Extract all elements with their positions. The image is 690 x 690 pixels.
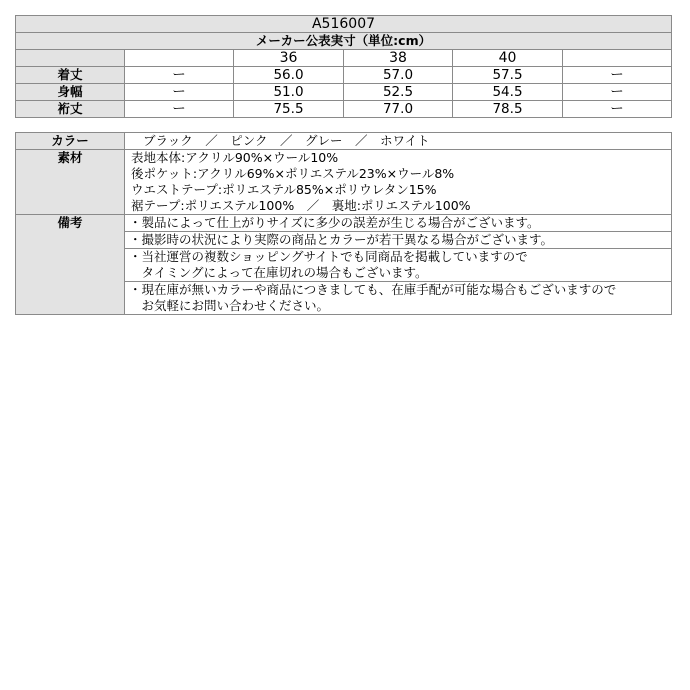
note-line: タイミングによって在庫切れの場合もございます。: [129, 265, 428, 280]
measurement-label: 裄丈: [16, 101, 125, 118]
measurement-value: ー: [125, 67, 234, 84]
notes-row: [16, 215, 672, 315]
material-line: 表地本体:アクリル90%×ウール10%: [131, 150, 339, 165]
material-row: [16, 150, 672, 215]
note-line: ・撮影時の状況により実際の商品とカラーが若干異なる場合がございます。: [129, 232, 554, 247]
size-header-cell: 40: [453, 50, 563, 67]
measurement-value: 57.0: [344, 67, 453, 84]
size-header-cell: [125, 50, 234, 67]
note-item: [125, 282, 671, 314]
note-item: [125, 232, 671, 249]
color-label: カラー: [16, 133, 125, 150]
size-table-code-row: [16, 16, 672, 33]
material-line: ウエストテープ:ポリエステル85%×ポリウレタン15%: [131, 182, 437, 197]
material-list: [125, 150, 672, 215]
measurement-value: ー: [125, 84, 234, 101]
measurement-value: 78.5: [453, 101, 563, 118]
product-info-table: [15, 132, 672, 315]
measurement-value: 77.0: [344, 101, 453, 118]
note-item: [125, 249, 671, 282]
size-header-cell: 38: [344, 50, 453, 67]
measurement-value: ー: [125, 101, 234, 118]
measurement-value: ー: [563, 67, 672, 84]
measurement-value: 51.0: [234, 84, 344, 101]
material-line: 裾テープ:ポリエステル100% ／ 裏地:ポリエステル100%: [131, 198, 471, 213]
size-table: [15, 15, 672, 118]
note-line: ・当社運営の複数ショッピングサイトでも同商品を掲載していますので: [129, 249, 528, 264]
note-line: ・現在庫が無いカラーや商品につきましても、在庫手配が可能な場合もございますので: [129, 282, 617, 297]
measurement-label: 身幅: [16, 84, 125, 101]
size-header-row: [16, 50, 672, 67]
measurement-row: [16, 101, 672, 118]
color-row: [16, 133, 672, 150]
color-list: ブラック ／ ピンク ／ グレー ／ ホワイト: [125, 133, 672, 150]
note-line: ・製品によって仕上がりサイズに多少の誤差が生じる場合がございます。: [129, 215, 540, 230]
size-header-corner: [16, 50, 125, 67]
measurement-row: [16, 67, 672, 84]
measurement-label: 着丈: [16, 67, 125, 84]
size-table-subtitle: メーカー公表実寸（単位:cm）: [16, 33, 672, 50]
material-label: 素材: [16, 150, 125, 215]
product-code: A516007: [16, 16, 672, 33]
notes-label: 備考: [16, 215, 125, 315]
measurement-value: 52.5: [344, 84, 453, 101]
notes-list: [125, 215, 672, 315]
material-line: 後ポケット:アクリル69%×ポリエステル23%×ウール8%: [131, 166, 455, 181]
measurement-value: 56.0: [234, 67, 344, 84]
measurement-value: 75.5: [234, 101, 344, 118]
note-line: お気軽にお問い合わせください。: [129, 298, 330, 313]
size-table-subtitle-row: [16, 33, 672, 50]
measurement-value: ー: [563, 84, 672, 101]
measurement-row: [16, 84, 672, 101]
measurement-value: ー: [563, 101, 672, 118]
note-item: [125, 215, 671, 232]
size-header-cell: 36: [234, 50, 344, 67]
measurement-value: 57.5: [453, 67, 563, 84]
size-header-cell: [563, 50, 672, 67]
measurement-value: 54.5: [453, 84, 563, 101]
